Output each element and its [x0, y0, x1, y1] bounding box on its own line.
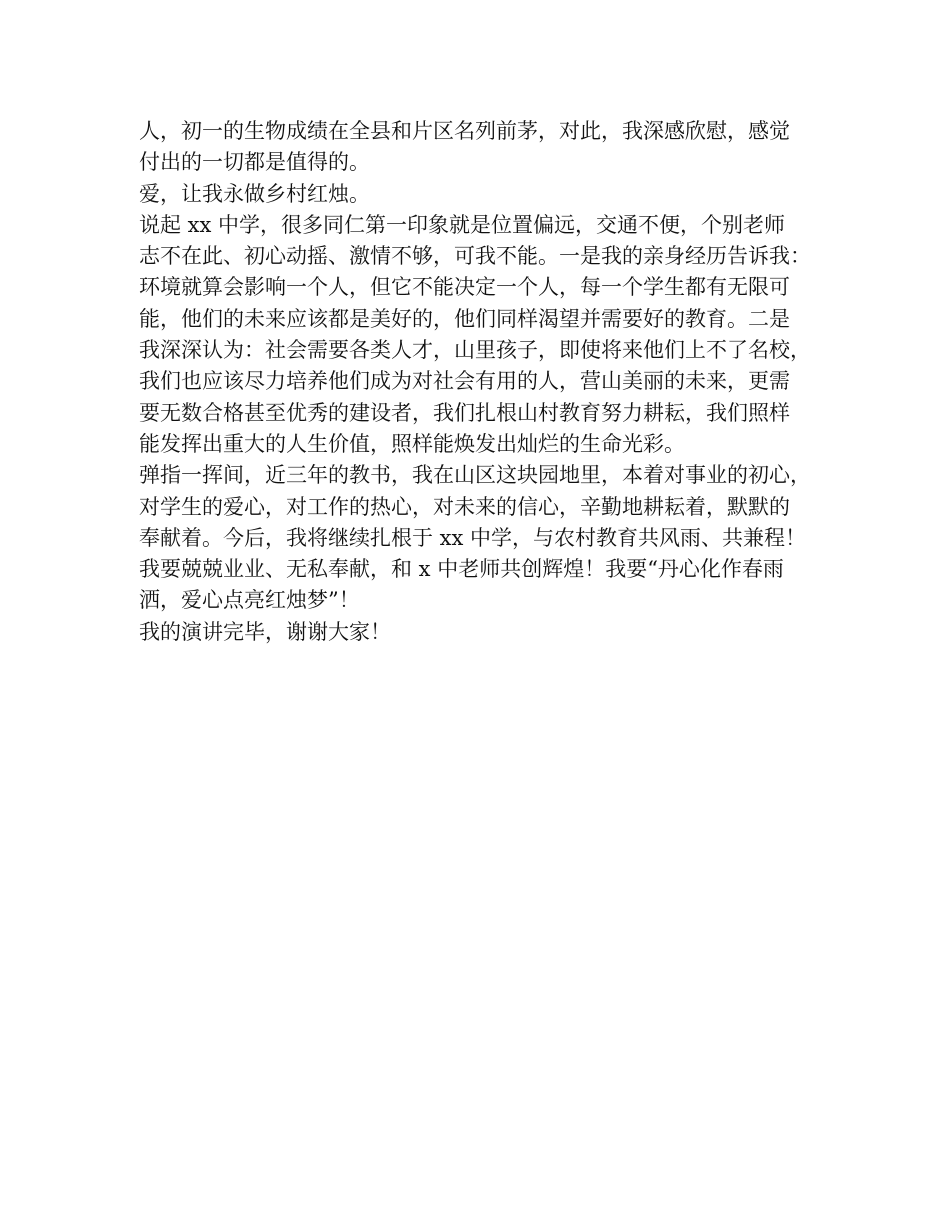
- text-line: 志不在此、初心动摇、激情不够，可我不能。一是我的亲身经历告诉我：: [139, 244, 811, 269]
- text-line: 能发挥出重大的人生价值，照样能焕发出灿烂的生命光彩。: [139, 431, 685, 456]
- text-line: 我深深认为：社会需要各类人才，山里孩子，即使将来他们上不了名校，: [139, 338, 811, 363]
- speech-text-body: [139, 116, 829, 648]
- section-heading-line: 爱，让我永做乡村红烛。: [139, 181, 370, 206]
- text-line: 我们也应该尽力培养他们成为对社会有用的人，营山美丽的未来，更需: [139, 369, 790, 394]
- text-line: 奉献着。今后，我将继续扎根于 xx 中学，与农村教育共风雨、共兼程！: [139, 525, 807, 550]
- text-line: 付出的一切都是值得的。: [139, 150, 370, 175]
- closing-line: 我的演讲完毕，谢谢大家！: [139, 619, 391, 644]
- text-line: 环境就算会影响一个人，但它不能决定一个人，每一个学生都有无限可: [139, 275, 790, 300]
- text-line: 说起 xx 中学，很多同仁第一印象就是位置偏远，交通不便，个别老师: [139, 212, 786, 237]
- text-line: 弹指一挥间，近三年的教书，我在山区这块园地里，本着对事业的初心，: [139, 463, 811, 488]
- text-line: 洒，爱心点亮红烛梦”！: [139, 588, 360, 613]
- text-line: 对学生的爱心，对工作的热心，对未来的信心，辛勤地耕耘着，默默的: [139, 494, 790, 519]
- text-line: 能，他们的未来应该都是美好的，他们同样渴望并需要好的教育。二是: [139, 306, 790, 331]
- text-line: 我要兢兢业业、无私奉献，和 x 中老师共创辉煌！我要“丹心化作春雨: [139, 557, 784, 582]
- text-line: 要无数合格甚至优秀的建设者，我们扎根山村教育努力耕耘，我们照样: [139, 400, 790, 425]
- text-line: 人，初一的生物成绩在全县和片区名列前茅，对此，我深感欣慰，感觉: [139, 119, 790, 143]
